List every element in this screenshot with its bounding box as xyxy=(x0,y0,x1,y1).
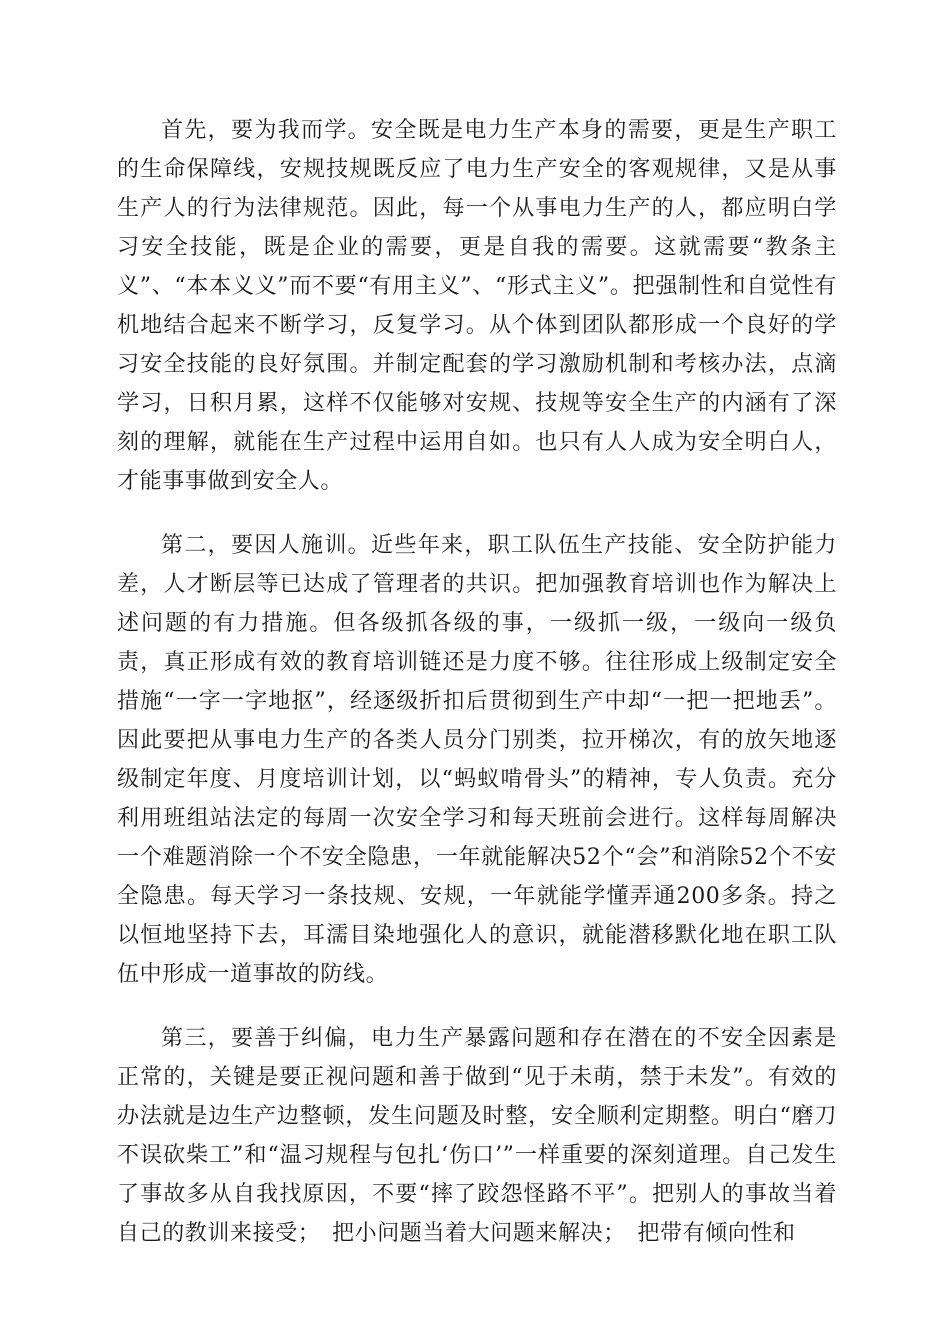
document-body xyxy=(117,111,837,1253)
paragraph-1: 首先，要为我而学。安全既是电力生产本身的需要，更是生产职工的生命保障线，安规技规既反应了电力生产安全的客观规律，又是从事生产人的行为法律规范。因此，每一个从事电力生产的人，都应明白学习安全技能，既是企业的需要，更是自我的需要。这就需要“教条主义”、“本本义义”而不要“有用主义”、“形式主义”。把强制性和自觉性有机地结合起来不断学习，反复学习。从个体到团队都形成一个良好的学习安全技能的良好氛围。并制定配套的学习激励机制和考核办法，点滴学习，日积月累，这样不仅能够对安规、技规等安全生产的内涵有了深刻的理解，就能在生产过程中运用自如。也只有人人成为安全明白人，才能事事做到安全人。 xyxy=(117,118,837,494)
paragraph-3: 第三，要善于纠偏，电力生产暴露问题和存在潜在的不安全因素是正常的，关键是要正视问题和善于做到“见于未萌，禁于未发”。有效的办法就是边生产边整顿，发生问题及时整，安全顺利定期整。明白“磨刀不误砍柴工”和“温习规程与包扎‘伤口’”一样重要的深刻道理。自己发生了事故多从自我找原因，不要“摔了跤怨怪路不平”。把别人的事故当着自己的教训来接受； 把小问题当着大问题来解决； 把带有倾向性和 xyxy=(117,1026,837,1246)
paragraph-2: 第二，要因人施训。近些年来，职工队伍生产技能、安全防护能力差，人才断层等已达成了管理者的共识。把加强教育培训也作为解决上述问题的有力措施。但各级抓各级的事，一级抓一级，一级向一级负责，真正形成有效的教育培训链还是力度不够。往往形成上级制定安全措施“一字一字地抠”，经逐级折扣后贯彻到生产中却“一把一把地丢”。因此要把从事电力生产的各类人员分门别类，拉开梯次，有的放矢地逐级制定年度、月度培训计划，以“蚂蚁啃骨头”的精神，专人负责。充分利用班组站法定的每周一次安全学习和每天班前会进行。这样每周解决一个难题消除一个不安全隐患，一年就能解决52个“会”和消除52个不安全隐患。每天学习一条技规、安规，一年就能学懂弄通200多条。持之以恒地坚持下去，耳濡目染地强化人的意识，就能潜移默化地在职工队伍中形成一道事故的防线。 xyxy=(117,533,837,987)
